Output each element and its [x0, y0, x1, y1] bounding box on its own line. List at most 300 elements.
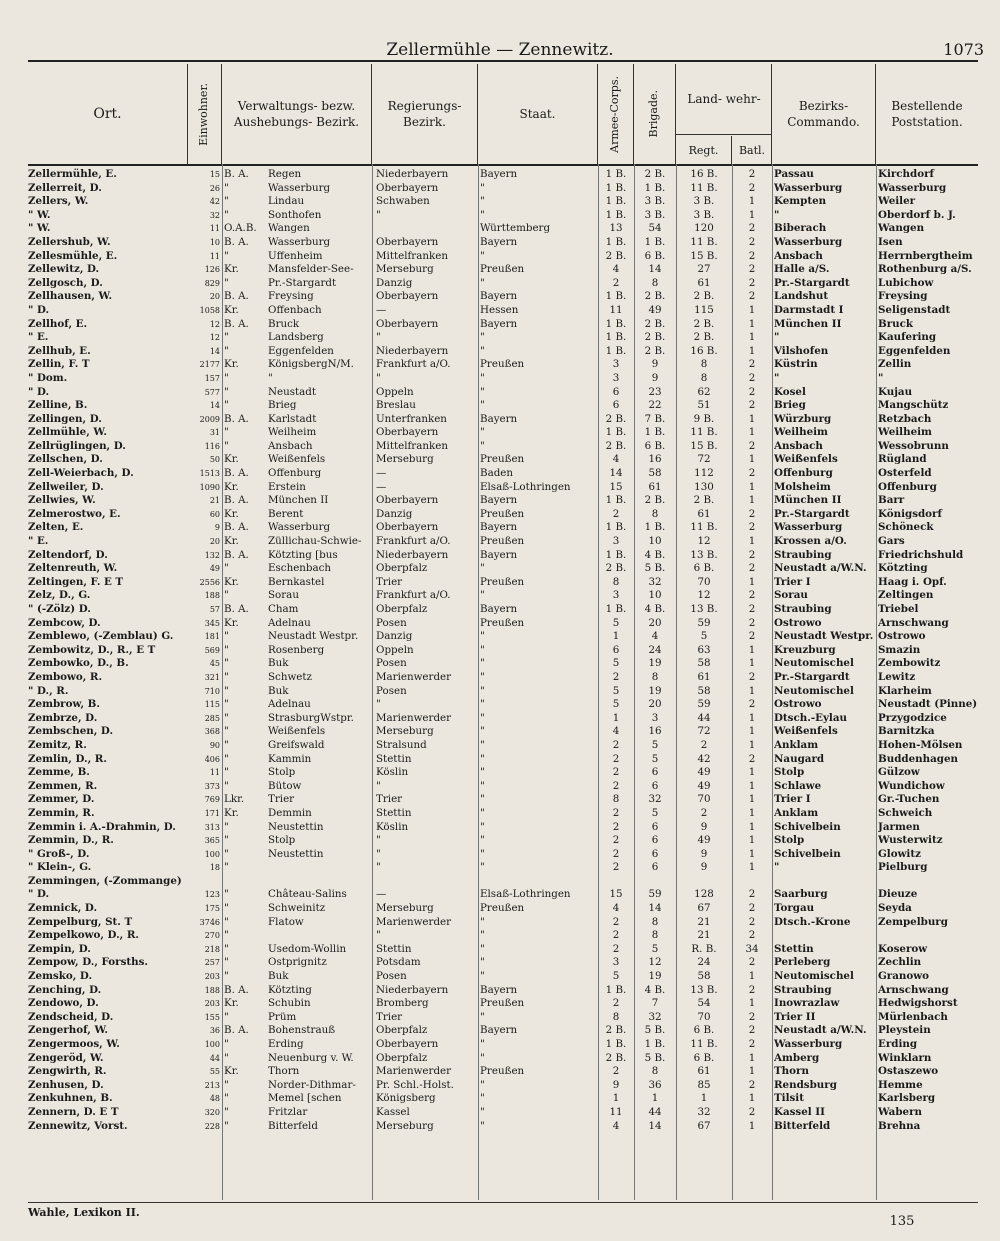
cell-verwaltung-bezirk: Buk	[268, 970, 289, 983]
cell-verwaltung-bezirk: Rosenberg	[268, 643, 325, 656]
cell-bezirks: Thorn	[774, 1065, 809, 1078]
cell-verwaltung-art: B. A.	[224, 168, 249, 180]
cell-regierung: Frankfurt a/O.	[376, 589, 451, 602]
cell-batl: 1	[748, 426, 756, 439]
cell-bezirks: Wasserburg	[774, 181, 843, 194]
cell-poststation: Friedrichshuld	[878, 548, 964, 561]
cell-verwaltung-art: "	[224, 1038, 229, 1050]
cell-poststation: Retzbach	[878, 412, 932, 425]
cell-bezirks: Torgau	[774, 902, 815, 915]
cell-regierung: "	[376, 331, 381, 344]
cell-regierung: Oberbayern	[376, 1038, 439, 1050]
cell-batl: 1	[748, 331, 756, 344]
cell-einwohner: 12	[209, 319, 220, 329]
cell-ort: Zeltendorf, D.	[28, 548, 108, 561]
cell-ort: Zenching, D.	[28, 983, 102, 996]
cell-regierung: Oberbayern	[376, 317, 439, 330]
cell-regierung: Merseburg	[376, 725, 434, 738]
col-armee: Armee-Corps.	[608, 75, 622, 153]
cell-batl: 1	[748, 195, 756, 208]
cell-regt: 61	[697, 1065, 711, 1078]
cell-brigade: 16	[648, 725, 662, 738]
table-row	[28, 331, 978, 345]
table-row	[28, 413, 978, 427]
cell-poststation: Zeltingen	[878, 589, 934, 602]
cell-brigade: 36	[648, 1078, 662, 1091]
cell-armee: 8	[612, 793, 620, 806]
cell-brigade: 19	[648, 684, 662, 697]
cell-verwaltung-bezirk: Ostprignitz	[268, 956, 327, 969]
cell-ort: Zemitz, R.	[28, 738, 87, 751]
table-row	[28, 617, 978, 631]
cell-einwohner: 2177	[199, 360, 220, 370]
col-brigade-cell	[634, 64, 676, 164]
cell-ort: Zelline, B.	[28, 399, 88, 412]
cell-einwohner: 373	[204, 781, 220, 791]
cell-verwaltung-art: "	[224, 657, 229, 670]
cell-batl: 2	[748, 1010, 756, 1023]
cell-regt: 16 B.	[690, 344, 718, 357]
cell-regt: 8	[700, 358, 708, 371]
cell-verwaltung-bezirk: Thorn	[268, 1065, 300, 1078]
cell-armee: 5	[612, 698, 620, 711]
cell-bezirks: Rendsburg	[774, 1078, 837, 1091]
cell-regierung: —	[376, 467, 387, 480]
cell-regierung: Potsdam	[376, 956, 421, 969]
cell-einwohner: 175	[204, 904, 220, 914]
cell-verwaltung-bezirk: Neustettin	[268, 820, 324, 833]
cell-verwaltung-art: "	[224, 888, 229, 901]
cell-brigade: 20	[648, 616, 662, 629]
cell-brigade: 14	[648, 902, 662, 915]
table-row	[28, 698, 978, 712]
cell-einwohner: 44	[209, 1053, 220, 1063]
table-row	[28, 888, 978, 902]
cell-verwaltung-bezirk: Bütow	[268, 779, 302, 792]
cell-regt: 11 B.	[690, 521, 718, 534]
cell-staat: "	[480, 820, 485, 833]
cell-regierung: Oberbayern	[376, 426, 439, 439]
cell-armee: 1 B.	[605, 235, 627, 248]
table-row	[28, 549, 978, 563]
cell-armee: 2 B.	[605, 1051, 627, 1064]
cell-armee: 2 B.	[605, 412, 627, 425]
cell-regierung: Stettin	[376, 942, 412, 955]
cell-ort: " Dom.	[28, 371, 68, 384]
cell-verwaltung-art: Kr.	[224, 263, 239, 276]
cell-regt: 9	[700, 861, 708, 874]
table-row	[28, 386, 978, 400]
cell-regierung: Stralsund	[376, 738, 427, 751]
cell-regt: 13 B.	[690, 548, 718, 561]
table-row	[28, 1065, 978, 1079]
cell-staat: Preußen	[480, 1065, 525, 1078]
cell-poststation: Przygodzice	[878, 711, 947, 724]
cell-batl: 2	[748, 1038, 756, 1050]
cell-armee: 2 B.	[605, 439, 627, 452]
cell-brigade: 6	[651, 779, 659, 792]
cell-batl: 2	[748, 222, 756, 235]
cell-bezirks: Wasserburg	[774, 521, 843, 534]
cell-ort: Zengwirth, R.	[28, 1065, 107, 1078]
col-verwaltung: Verwaltungs- bezw. Aushebungs- Bezirk.	[222, 64, 372, 164]
cell-regierung: Schwaben	[376, 195, 430, 208]
cell-regt: 6 B.	[693, 1024, 715, 1037]
cell-bezirks	[774, 875, 876, 889]
cell-batl: 2	[748, 263, 756, 276]
cell-armee: 1 B.	[605, 603, 627, 615]
cell-poststation: Smazin	[878, 643, 921, 656]
cell-staat: Preußen	[480, 902, 525, 915]
cell-einwohner: 321	[204, 672, 220, 682]
cell-ort: Zenhusen, D.	[28, 1078, 104, 1091]
cell-verwaltung-art: "	[224, 820, 229, 833]
cell-armee: 6	[612, 643, 620, 656]
cell-verwaltung-art: "	[224, 942, 229, 955]
cell-verwaltung-bezirk: Karlstadt	[268, 412, 317, 425]
cell-poststation: Freysing	[878, 290, 928, 303]
cell-regt: 54	[697, 997, 711, 1010]
cell-staat: Preußen	[480, 616, 525, 629]
cell-regierung: Bromberg	[376, 997, 429, 1010]
cell-armee: 2	[612, 779, 620, 792]
cell-ort: Zellwies, W.	[28, 494, 96, 507]
cell-poststation: Rügland	[878, 453, 927, 466]
cell-regt: 6 B.	[693, 562, 715, 575]
cell-verwaltung-art: B. A.	[224, 494, 249, 507]
table-row	[28, 1052, 978, 1066]
table-row	[28, 576, 978, 590]
cell-poststation: Zellin	[878, 358, 912, 371]
cell-armee: 2	[612, 507, 620, 520]
cell-verwaltung-art: "	[224, 861, 229, 874]
col-landwehr: Land- wehr-	[687, 91, 761, 106]
cell-einwohner: 181	[204, 632, 220, 642]
cell-bezirks: Neutomischel	[774, 657, 854, 670]
cell-regierung	[376, 222, 476, 236]
cell-ort: Zellrüglingen, D.	[28, 439, 126, 452]
cell-bezirks: "	[774, 371, 780, 384]
cell-staat: "	[480, 915, 485, 928]
cell-regierung: Oberbayern	[376, 494, 439, 507]
cell-verwaltung-art: Kr.	[224, 358, 239, 371]
cell-staat: "	[480, 670, 485, 683]
cell-bezirks: Amberg	[774, 1051, 820, 1064]
cell-brigade: 6	[651, 820, 659, 833]
cell-brigade: 9	[651, 358, 659, 371]
cell-verwaltung-bezirk: Neustadt	[268, 385, 317, 398]
cell-poststation: Brehna	[878, 1119, 921, 1132]
cell-regierung: Oberpfalz	[376, 603, 428, 615]
cell-verwaltung-art: Kr.	[224, 453, 239, 466]
cell-staat: "	[480, 399, 485, 412]
cell-verwaltung-bezirk: Weißenfels	[268, 725, 326, 738]
cell-batl: 2	[748, 589, 756, 602]
table-row	[28, 453, 978, 467]
cell-verwaltung-bezirk: Bohenstrauß	[268, 1024, 336, 1037]
cell-verwaltung-art: "	[224, 684, 229, 697]
cell-regt: 15 B.	[690, 439, 718, 452]
cell-brigade: 4 B.	[644, 603, 666, 615]
page-number: 1073	[943, 40, 984, 59]
cell-bezirks: "	[774, 861, 780, 874]
cell-ort: Zellschen, D.	[28, 453, 103, 466]
cell-batl: 2	[748, 562, 756, 575]
cell-regt: 61	[697, 276, 711, 289]
cell-regierung: Stettin	[376, 806, 412, 819]
cell-verwaltung-bezirk: Weißenfels	[268, 453, 326, 466]
cell-verwaltung-art: "	[224, 399, 229, 412]
cell-poststation	[878, 875, 978, 889]
cell-batl: 2	[748, 249, 756, 262]
cell-verwaltung-art: "	[224, 752, 229, 765]
cell-batl: 2	[748, 385, 756, 398]
cell-regierung: Marienwerder	[376, 1065, 452, 1078]
cell-verwaltung-bezirk: Wasserburg	[268, 181, 331, 194]
cell-einwohner: 100	[204, 849, 220, 859]
cell-brigade: 3	[651, 711, 659, 724]
table-row	[28, 263, 978, 277]
cell-regt: 67	[697, 1119, 711, 1132]
cell-staat: Bayern	[480, 412, 518, 425]
cell-einwohner: 31	[209, 428, 220, 438]
cell-regierung: Oberbayern	[376, 290, 439, 303]
footer-rule	[28, 1202, 978, 1203]
cell-verwaltung-bezirk: Prüm	[268, 1010, 297, 1023]
cell-regierung: Danzig	[376, 630, 413, 643]
cell-ort: Zemmer, D.	[28, 793, 95, 806]
cell-verwaltung-art: "	[224, 766, 229, 779]
cell-bezirks: München II	[774, 494, 842, 507]
cell-regierung: Oberbayern	[376, 521, 439, 534]
cell-poststation: Wabern	[878, 1105, 923, 1118]
cell-staat: "	[480, 1051, 485, 1064]
cell-armee: 2	[612, 915, 620, 928]
cell-poststation: Oberdorf b. J.	[878, 208, 956, 221]
cell-armee: 5	[612, 616, 620, 629]
cell-ort: Zelmerostwo, E.	[28, 507, 121, 520]
cell-bezirks: Kassel II	[774, 1105, 825, 1118]
cell-bezirks: Ostrowo	[774, 616, 822, 629]
cell-regierung: Marienwerder	[376, 915, 452, 928]
cell-regt: 62	[697, 385, 711, 398]
cell-regierung: Posen	[376, 616, 407, 629]
cell-einwohner: 171	[204, 808, 220, 818]
cell-poststation: Erding	[878, 1038, 918, 1050]
cell-staat: "	[480, 385, 485, 398]
cell-batl: 1	[748, 834, 756, 847]
cell-regierung: Merseburg	[376, 453, 434, 466]
cell-poststation: Zempelburg	[878, 915, 948, 928]
cell-verwaltung-bezirk: Buk	[268, 657, 289, 670]
cell-staat: "	[480, 1010, 485, 1023]
table-row	[28, 304, 978, 318]
cell-einwohner: 20	[209, 537, 220, 547]
cell-bezirks: Ostrowo	[774, 698, 822, 711]
cell-poststation: Mürlenbach	[878, 1010, 948, 1023]
table-row	[28, 399, 978, 413]
table-row	[28, 209, 978, 223]
cell-batl: 2	[748, 276, 756, 289]
cell-einwohner: 368	[204, 727, 220, 737]
cell-einwohner: 213	[204, 1080, 220, 1090]
cell-staat: "	[480, 249, 485, 262]
cell-verwaltung-art: "	[224, 643, 229, 656]
cell-brigade: 8	[651, 276, 659, 289]
cell-staat: Bayern	[480, 235, 518, 248]
cell-bezirks: Wasserburg	[774, 235, 843, 248]
cell-staat: "	[480, 1038, 485, 1050]
cell-armee: 5	[612, 684, 620, 697]
cell-poststation: Offenburg	[878, 480, 937, 493]
cell-verwaltung-art: B. A.	[224, 412, 249, 425]
cell-einwohner: 203	[204, 972, 220, 982]
cell-regierung: Danzig	[376, 276, 413, 289]
cell-armee: 1 B.	[605, 195, 627, 208]
cell-einwohner: 313	[204, 822, 220, 832]
cell-verwaltung-bezirk: Château-Salins	[268, 888, 347, 901]
cell-einwohner: 48	[209, 1094, 220, 1104]
table-row	[28, 236, 978, 250]
cell-einwohner: 569	[204, 645, 220, 655]
cell-bezirks: Kreuzburg	[774, 643, 836, 656]
cell-verwaltung-bezirk	[268, 861, 372, 875]
cell-einwohner: 50	[209, 455, 220, 465]
cell-staat: Preußen	[480, 997, 525, 1010]
cell-ort: Zellhausen, W.	[28, 290, 113, 303]
cell-poststation: Dieuze	[878, 888, 918, 901]
cell-verwaltung-art: Kr.	[224, 616, 239, 629]
cell-verwaltung-art: "	[224, 208, 229, 221]
cell-staat: Württemberg	[480, 222, 551, 235]
cell-verwaltung-bezirk: Sonthofen	[268, 208, 322, 221]
cell-bezirks: Darmstadt I	[774, 303, 844, 316]
cell-poststation: Gülzow	[878, 766, 920, 779]
cell-staat: "	[480, 779, 485, 792]
table-row	[28, 426, 978, 440]
cell-batl: 2	[748, 902, 756, 915]
table-row	[28, 1011, 978, 1025]
cell-verwaltung-bezirk: Offenburg	[268, 467, 322, 480]
cell-regt: 2 B.	[693, 290, 715, 303]
cell-staat: "	[480, 738, 485, 751]
table-row	[28, 562, 978, 576]
cell-regierung: Oberpfalz	[376, 562, 428, 575]
cell-poststation: Wundichow	[878, 779, 945, 792]
cell-armee: 6	[612, 385, 620, 398]
cell-regt: 21	[697, 915, 711, 928]
cell-armee: 2	[612, 738, 620, 751]
cell-verwaltung-art: Kr.	[224, 997, 239, 1010]
cell-regt: 2 B.	[693, 331, 715, 344]
cell-verwaltung-art: "	[224, 249, 229, 262]
cell-verwaltung-bezirk: Eschenbach	[268, 562, 332, 575]
cell-brigade: 5	[651, 738, 659, 751]
table-row	[28, 753, 978, 767]
cell-ort: " (-Zölz) D.	[28, 603, 91, 615]
cell-verwaltung-art: "	[224, 439, 229, 452]
cell-batl: 2	[748, 670, 756, 683]
cell-regierung: —	[376, 303, 387, 316]
cell-regt: 1	[700, 1092, 708, 1105]
cell-brigade: 6	[651, 861, 659, 874]
cell-ort: Zemmin, D., R.	[28, 834, 114, 847]
cell-regt: 11 B.	[690, 181, 718, 194]
cell-batl: 2	[748, 616, 756, 629]
cell-ort: " Klein-, G.	[28, 861, 92, 874]
cell-einwohner: 36	[209, 1026, 220, 1036]
cell-staat: "	[480, 439, 485, 452]
cell-poststation: Gr.-Tuchen	[878, 793, 940, 806]
cell-batl: 1	[748, 657, 756, 670]
cell-regierung: Trier	[376, 575, 403, 588]
cell-batl: 2	[748, 888, 756, 901]
cell-bezirks: Schivelbein	[774, 820, 841, 833]
cell-brigade: 6 B.	[644, 249, 666, 262]
cell-bezirks	[774, 929, 876, 943]
cell-verwaltung-bezirk: Lindau	[268, 195, 305, 208]
cell-verwaltung-art: B. A.	[224, 467, 249, 480]
cell-verwaltung-bezirk: Bernkastel	[268, 575, 325, 588]
cell-batl: 1	[748, 779, 756, 792]
cell-staat: "	[480, 970, 485, 983]
cell-armee: 2	[612, 752, 620, 765]
cell-regierung: Breslau	[376, 399, 416, 412]
cell-einwohner: 45	[209, 659, 220, 669]
cell-verwaltung-art: B. A.	[224, 235, 249, 248]
cell-poststation: Hedwigshorst	[878, 997, 958, 1010]
cell-ort: " E.	[28, 331, 49, 344]
cell-brigade: 58	[648, 467, 662, 480]
cell-regierung: Merseburg	[376, 263, 434, 276]
cell-regt: 2 B.	[693, 494, 715, 507]
cell-poststation: Winklarn	[878, 1051, 932, 1064]
cell-ort: Zenkuhnen, B.	[28, 1092, 113, 1105]
cell-ort: Zemmin, R.	[28, 806, 95, 819]
cell-batl: 2	[748, 1078, 756, 1091]
cell-verwaltung-bezirk: Mansfelder-See-	[268, 263, 354, 276]
cell-poststation: Hemme	[878, 1078, 923, 1091]
cell-armee: 2	[612, 929, 620, 942]
cell-verwaltung-bezirk: StrasburgWstpr.	[268, 711, 354, 724]
cell-verwaltung-art: Kr.	[224, 480, 239, 493]
col-einwohner-cell	[188, 64, 222, 164]
cell-ort: Zemlin, D., R.	[28, 752, 107, 765]
cell-regt: 120	[694, 222, 714, 235]
cell-armee: 8	[612, 575, 620, 588]
table-row	[28, 1106, 978, 1120]
cell-poststation: Barr	[878, 494, 905, 507]
cell-staat: Preußen	[480, 358, 525, 371]
cell-regt	[676, 875, 732, 889]
cell-regierung: Niederbayern	[376, 983, 449, 996]
cell-staat: "	[480, 711, 485, 724]
cell-poststation: Granowo	[878, 970, 929, 983]
cell-poststation: Wasserburg	[878, 181, 947, 194]
cell-batl: 1	[748, 643, 756, 656]
cell-armee: 4	[612, 453, 620, 466]
table-row	[28, 929, 978, 943]
cell-poststation: Osterfeld	[878, 467, 932, 480]
cell-einwohner: 55	[209, 1067, 220, 1077]
cell-staat: "	[480, 1092, 485, 1105]
cell-einwohner: 123	[204, 890, 220, 900]
cell-regt: 70	[697, 1010, 711, 1023]
cell-regt: 21	[697, 929, 711, 942]
cell-ort: Zellesmühle, E.	[28, 249, 118, 262]
cell-bezirks: Saarburg	[774, 888, 828, 901]
cell-brigade: 9	[651, 371, 659, 384]
